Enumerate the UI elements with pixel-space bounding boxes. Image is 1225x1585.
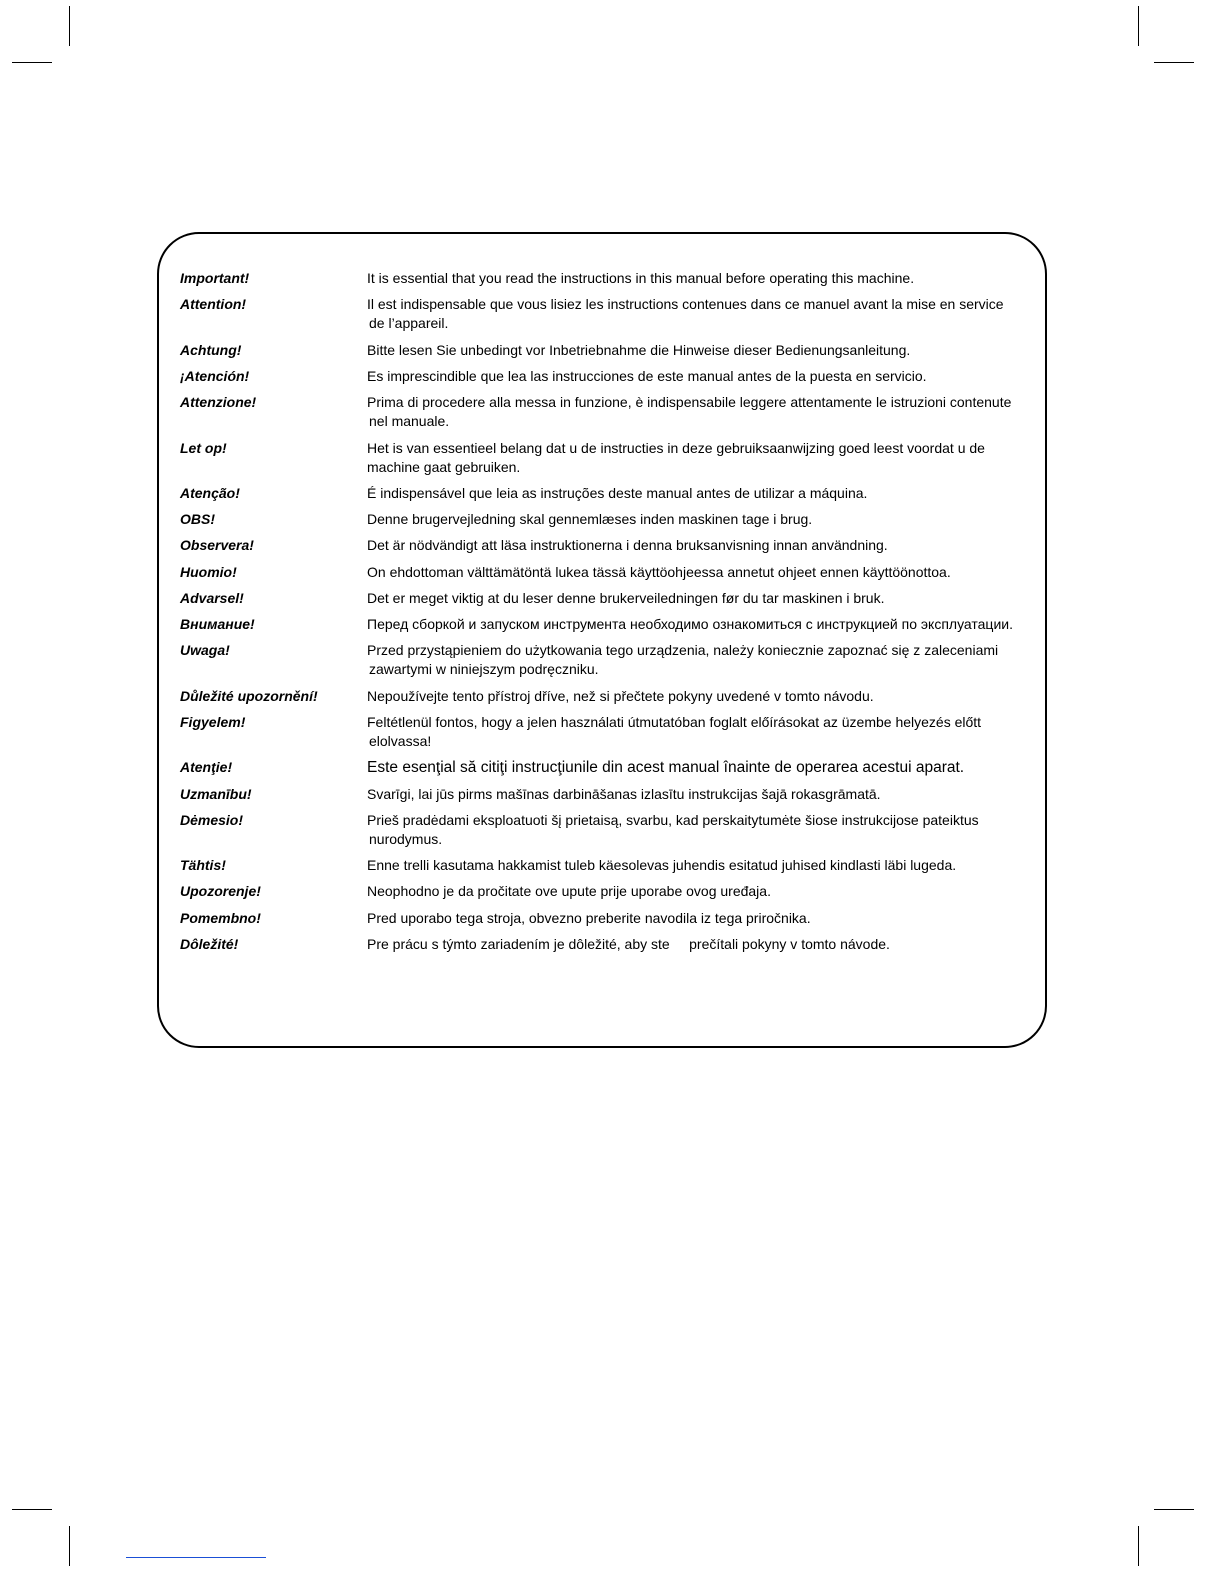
footer-link-underline[interactable] (126, 1557, 266, 1558)
notice-row (180, 615, 1050, 641)
notice-label: Let op! (180, 439, 227, 456)
notice-row (180, 510, 1050, 536)
notice-list (180, 269, 1050, 961)
notice-label: Upozorenje! (180, 883, 261, 900)
notice-text: Det är nödvändigt att läsa instruktionerna i denna bruksanvisning innan användning. (367, 537, 888, 554)
notice-text: Enne trelli kasutama hakkamist tuleb käesolevas juhendis esitatud juhised kindlasti läbi lugeda. (367, 857, 957, 874)
notice-row (180, 909, 1050, 935)
notice-label: Tähtis! (180, 857, 226, 874)
notice-text: Denne brugervejledning skal gennemlæses inden maskinen tage i brug. (367, 511, 813, 528)
crop-mark-top-left-vertical (69, 6, 70, 46)
notice-text: Prima di procedere alla messa in funzione, è indispensabile leggere attentamente le istruzioni contenute nel manuale. (367, 394, 1012, 430)
notice-row (180, 439, 1050, 485)
notice-text: Neophodno je da pročitate ove upute prije uporabe ovog uređaja. (367, 883, 771, 900)
notice-row (180, 563, 1050, 589)
notice-row (180, 785, 1050, 811)
notice-label: Důležité upozornění! (180, 687, 318, 704)
notice-label: Atenção! (180, 485, 240, 502)
notice-text: Svarīgi, lai jūs pirms mašīnas darbināšanas izlasītu instrukcijas šajā rokasgrāmatā. (367, 785, 881, 802)
notice-row (180, 393, 1050, 439)
notice-text: Es imprescindible que lea las instrucciones de este manual antes de la puesta en servicio. (367, 367, 927, 384)
notice-label: Внимание! (180, 616, 255, 632)
notice-row (180, 882, 1050, 908)
notice-row (180, 484, 1050, 510)
crop-mark-bottom-right-horizontal (1154, 1509, 1194, 1510)
notice-text: É indispensável que leia as instruções deste manual antes de utilizar a máquina. (367, 485, 868, 502)
notice-label: Atenţie! (180, 759, 233, 776)
notice-label: Uwaga! (180, 642, 230, 659)
notice-row (180, 935, 1050, 961)
notice-text: Este esenţial să citiţi instrucţiunile din acest manual înainte de operarea acestui aparat. (367, 759, 965, 777)
notice-row (180, 367, 1050, 393)
notice-label: Uzmanību! (180, 785, 252, 802)
notice-label: Important! (180, 270, 250, 286)
notice-text: On ehdottoman välttämätöntä lukea tässä käyttöohjeessa annetut ohjeet ennen käyttöönottoa. (367, 563, 951, 580)
notice-row (180, 687, 1050, 713)
notice-text: Перед сборкой и запуском инструмента необходимо ознакомиться с инструкцией по эксплуатации. (367, 616, 1013, 632)
notice-label: Figyelem! (180, 713, 246, 730)
notice-text: Pre prácu s týmto zariadením je dôležité, aby ste prečítali pokyny v tomto návode. (367, 935, 890, 952)
notice-row (180, 295, 1050, 341)
crop-mark-top-left-horizontal (12, 62, 52, 63)
notice-text: Feltétlenül fontos, hogy a jelen használati útmutatóban foglalt előírásokat az üzembe helyezés előtt elolvassa! (367, 713, 982, 749)
notice-label: Attention! (180, 296, 247, 313)
notice-row (180, 641, 1050, 687)
crop-mark-top-right-vertical (1138, 6, 1139, 46)
notice-row (180, 269, 1050, 295)
notice-label: Advarsel! (180, 589, 244, 606)
notice-text: Przed przystąpieniem do użytkowania tego urządzenia, należy koniecznie zapoznać się z zaleceniami zawartymi w niniejszym podręczniku. (367, 642, 999, 678)
notice-row (180, 811, 1050, 857)
notice-text: Nepoužívejte tento přístroj dříve, než si přečtete pokyny uvedené v tomto návodu. (367, 687, 874, 704)
crop-mark-bottom-left-horizontal (12, 1509, 52, 1510)
notice-label: Attenzione! (180, 394, 257, 411)
notice-label: OBS! (180, 511, 215, 528)
notice-text: Det er meget viktig at du leser denne brukerveiledningen før du tar maskinen i bruk. (367, 589, 885, 606)
notice-text: Il est indispensable que vous lisiez les instructions contenues dans ce manuel avant la mise en service de l’appareil. (367, 296, 1004, 332)
notice-text: Bitte lesen Sie unbedingt vor Inbetriebnahme die Hinweise dieser Bedienungsanleitung. (367, 341, 911, 358)
notice-label: Dėmesio! (180, 811, 244, 828)
notice-text: It is essential that you read the instructions in this manual before operating this machine. (367, 270, 915, 286)
notice-label: Observera! (180, 537, 254, 554)
notice-label: ¡Atención! (180, 367, 250, 384)
notice-text: Prieš pradėdami eksploatuoti šį prietaisą, svarbu, kad perskaitytumėte šiose instrukcijose pateiktus nurodymus. (367, 811, 979, 847)
crop-mark-bottom-right-vertical (1138, 1526, 1139, 1566)
notice-label: Achtung! (180, 341, 242, 358)
notice-text: Het is van essentieel belang dat u de instructies in deze gebruiksaanwijzing goed leest voordat u de machine gaat gebruiken. (367, 439, 985, 475)
notice-label: Pomembno! (180, 909, 261, 926)
notice-row (180, 341, 1050, 367)
notice-row (180, 536, 1050, 562)
notice-label: Dôležité! (180, 935, 239, 952)
crop-mark-top-right-horizontal (1154, 62, 1194, 63)
crop-mark-bottom-left-vertical (69, 1526, 70, 1566)
notice-row (180, 856, 1050, 882)
notice-label: Huomio! (180, 563, 237, 580)
notice-row (180, 758, 1050, 784)
notice-text: Pred uporabo tega stroja, obvezno preberite navodila iz tega priročnika. (367, 909, 811, 926)
notice-row (180, 589, 1050, 615)
notice-row (180, 713, 1050, 759)
